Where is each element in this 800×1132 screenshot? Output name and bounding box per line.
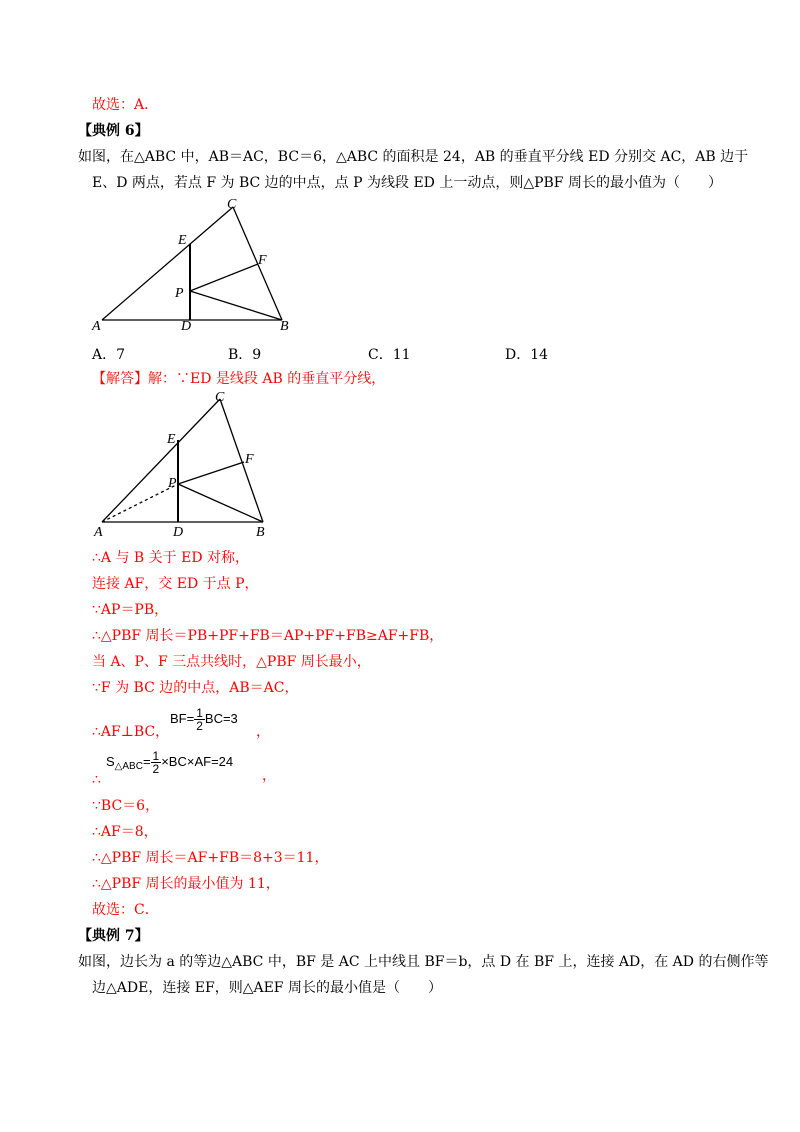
choice-c: C．11	[368, 347, 411, 363]
triangle-figure-2	[80, 388, 310, 540]
formula-bf-fraction	[194, 707, 205, 732]
label-f: F	[245, 452, 254, 467]
solution-step-bc: ∵BC＝6，	[92, 798, 160, 814]
formula-bf-rhs: BC=3	[204, 710, 238, 726]
choice-d: D．14	[505, 347, 549, 363]
solution-intro: 解：∵ED 是线段 AB 的垂直平分线，	[148, 371, 386, 387]
formula-area-s: S	[106, 753, 115, 769]
label-c: C	[227, 197, 237, 212]
example7-heading: 【典例 7】	[78, 928, 149, 944]
previous-answer: 故选：A．	[92, 97, 159, 113]
solution-step-1: ∴A 与 B 关于 ED 对称，	[92, 550, 250, 566]
example6-heading: 【典例 6】	[78, 123, 149, 139]
fraction-numerator: 1	[152, 749, 160, 763]
solution-step-af: ∴AF＝8，	[92, 824, 158, 840]
formula-area-eq: =	[142, 753, 151, 769]
example6-problem-line2: E、D 两点，若点 F 为 BC 边的中点，点 P 为线段 ED 上一动点，则△PBF 周长的最小值为（ ）	[92, 175, 722, 191]
label-e: E	[167, 432, 176, 447]
label-b: B	[280, 319, 289, 334]
label-d: D	[181, 319, 192, 334]
solution-step-perp: ∴AF⊥BC，	[92, 724, 170, 740]
solution-step-min: ∴△PBF 周长的最小值为 11，	[92, 876, 280, 892]
label-e: E	[178, 233, 187, 248]
formula-bf-lhs: BF=	[170, 710, 195, 726]
label-p: P	[168, 476, 177, 491]
solution-step-2: 连接 AF，交 ED 于点 P，	[92, 576, 259, 592]
formula-area-tail: ，	[262, 768, 276, 784]
example7-problem-line1: 如图，边长为 a 的等边△ABC 中，BF 是 AC 上中线且 BF＝b，点 D 在 BF 上，连接 AD，在 AD 的右侧作等	[78, 954, 769, 970]
side-ac	[102, 207, 233, 320]
formula-area-rhs: ×BC×AF=24	[161, 753, 234, 769]
label-c: C	[215, 390, 225, 405]
segment-pb	[190, 291, 282, 320]
solution-intro-line	[92, 370, 385, 388]
example7-problem-line2: 边△ADE，连接 EF，则△AEF 周长的最小值是（ ）	[92, 980, 442, 996]
choice-a: A．7	[92, 347, 126, 363]
formula-area-subscript: △ABC	[114, 760, 143, 772]
solution-step-perimeter: ∴△PBF 周长＝AF+FB＝8+3＝11，	[92, 850, 329, 866]
label-p: P	[175, 286, 184, 301]
label-a: A	[92, 319, 101, 334]
label-d: D	[173, 525, 184, 540]
triangle-figure-1	[80, 196, 310, 336]
fraction-denominator: 2	[196, 719, 203, 733]
side-bc	[220, 399, 263, 522]
solution-answer: 故选：C．	[92, 902, 159, 918]
example6-problem-line1: 如图，在△ABC 中，AB＝AC，BC＝6，△ABC 的面积是 24，AB 的垂直平分线 ED 分别交 AC，AB 边于	[78, 149, 749, 165]
solution-step-4: ∴△PBF 周长＝PB+PF+FB＝AP+PF+FB≥AF+FB，	[92, 628, 444, 644]
solution-head: 【解答】	[92, 371, 148, 387]
segment-pf	[190, 264, 258, 291]
label-a: A	[94, 525, 103, 540]
segment-pb	[178, 484, 263, 522]
solution-step-6: ∵F 为 BC 边的中点，AB＝AC，	[92, 680, 299, 696]
formula-bf	[170, 707, 238, 732]
solution-step-5: 当 A、P、F 三点共线时，△PBF 周长最小，	[92, 654, 371, 670]
solution-therefore: ∴	[92, 772, 101, 788]
formula-area	[106, 750, 233, 775]
side-ac	[102, 399, 220, 522]
dashed-segment-ap	[102, 484, 178, 522]
formula-area-fraction	[151, 750, 162, 775]
choice-b: B．9	[228, 347, 262, 363]
label-b: B	[256, 525, 265, 540]
segment-pf	[178, 462, 244, 484]
fraction-numerator: 1	[196, 706, 203, 720]
solution-step-3: ∵AP＝PB，	[92, 602, 169, 618]
label-f: F	[258, 253, 267, 268]
fraction-denominator: 2	[152, 762, 160, 776]
formula-bf-tail: ，	[256, 724, 270, 740]
